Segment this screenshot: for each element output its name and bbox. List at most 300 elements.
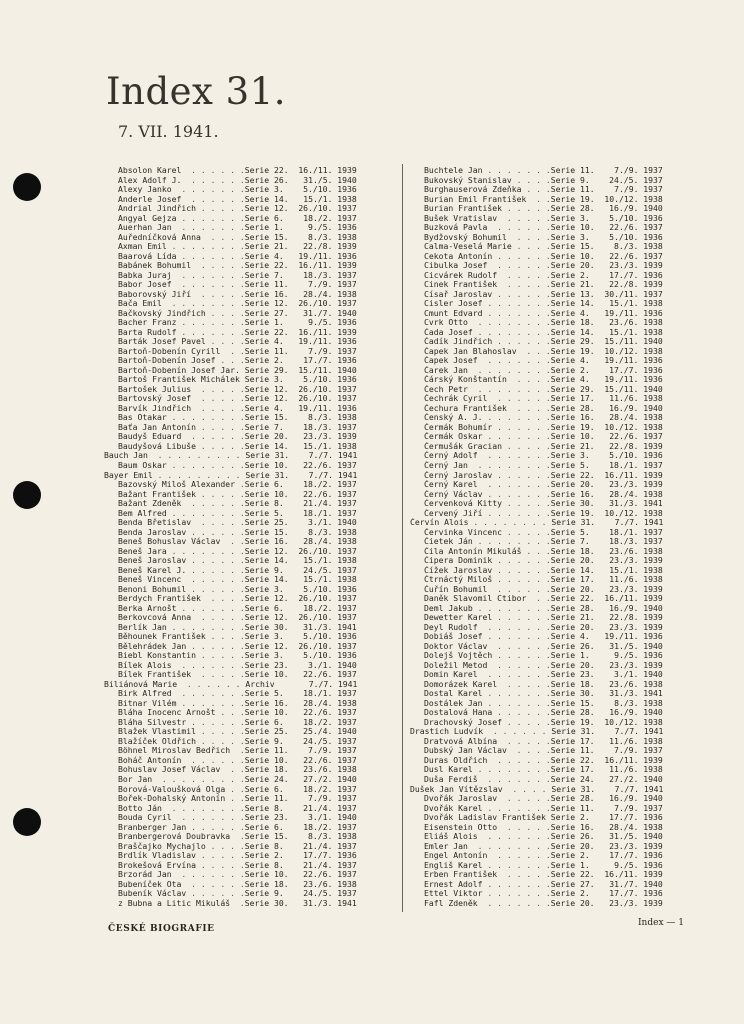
entry-name: Benda Jaroslav — [118, 527, 187, 537]
index-entry — [104, 252, 394, 262]
entry-date: 16./9. 1940 — [604, 794, 663, 804]
leader-dots: . . . . . . . — [171, 689, 245, 699]
index-entry — [104, 185, 394, 195]
entry-name: Andrial Jindřich — [118, 204, 196, 214]
entry-date: 26./10. 1937 — [298, 613, 357, 623]
entry-date: 18./2. 1937 — [298, 784, 357, 794]
entry-serie: Serie 1. — [244, 318, 284, 328]
leader-dots: . . . . . . . — [482, 698, 551, 708]
entry-serie: Serie 2. — [244, 851, 284, 861]
entry-date: 21./4. 1937 — [298, 499, 357, 509]
entry-serie: Serie 8. — [244, 803, 284, 813]
entry-serie: Serie 1. — [244, 223, 284, 233]
entry-date: 23./6. 1938 — [298, 879, 357, 889]
entry-name: Černý Jan — [424, 460, 468, 470]
leader-dots: . . . . . . — [492, 708, 551, 718]
entry-serie: Serie 4. — [550, 356, 590, 366]
entry-name: Duša Ferdiš — [424, 775, 478, 784]
entry-date: 3./1. 1940 — [298, 518, 357, 528]
entry-serie: Serie 31. — [245, 451, 290, 461]
index-entry — [104, 290, 394, 300]
entry-serie: Serie 9. — [244, 565, 284, 575]
index-entry — [410, 623, 700, 633]
entry-serie: Serie 9. — [244, 736, 284, 746]
index-entry — [104, 718, 394, 728]
leader-dots: . . . . . . . . — [166, 622, 245, 632]
entry-name: Černý Adolf — [424, 451, 478, 461]
index-entry — [410, 185, 700, 195]
index-entry — [410, 233, 700, 243]
index-entry — [104, 794, 394, 804]
entry-name: Barták Josef Pavel — [118, 337, 206, 347]
entry-serie: Serie 14. — [550, 299, 595, 309]
entry-name: Deyl Rudolf — [424, 622, 478, 632]
entry-name: Bělehrádek Jan — [118, 641, 187, 651]
entry-date: 18./3. 1937 — [298, 270, 357, 280]
entry-name: Domin Karel — [424, 670, 478, 680]
entry-date: 16./9. 1940 — [604, 403, 663, 413]
index-entry — [104, 528, 394, 538]
leader-dots: . . . . . . . — [482, 413, 551, 423]
leader-dots: . . . . . . . . . — [147, 451, 246, 461]
entry-name: Braščajko Mychajlo — [118, 841, 206, 851]
entry-date: 9./5. 1936 — [298, 318, 357, 328]
index-entry — [104, 499, 394, 509]
leader-dots: . . . . . . — [181, 432, 245, 442]
entry-serie: Serie 17. — [550, 394, 595, 404]
leader-dots: . . . . . . . — [482, 508, 551, 518]
entry-serie: Serie 22. — [244, 166, 289, 175]
leader-dots: . . . . . . — [181, 879, 245, 889]
entry-date: 28./4. 1938 — [298, 698, 357, 708]
leader-dots: . . . . . . — [487, 584, 551, 594]
leader-dots: . . . . . . . . . — [152, 470, 246, 480]
entry-date: 31./5. 1940 — [604, 641, 663, 651]
index-entry — [410, 347, 700, 357]
entry-name: Čtrnáctý Miloš — [424, 575, 493, 585]
entry-name: Babor Josef — [118, 280, 172, 290]
index-entry — [104, 689, 394, 699]
entry-date: 16./11. 1939 — [298, 261, 357, 271]
entry-date: 18./2. 1937 — [298, 480, 357, 490]
index-entry — [104, 804, 394, 814]
entry-serie: Serie 27. — [550, 879, 595, 889]
entry-serie: Serie 31. — [551, 518, 596, 528]
leader-dots: . . . . . . . — [477, 451, 551, 461]
entry-name: Burghauserová Zdeňka — [424, 185, 522, 195]
index-entry — [410, 413, 700, 423]
entry-name: Beneš Jaroslav — [118, 556, 187, 566]
leader-dots: . . . . . — [497, 213, 551, 223]
entry-name: Čapek Josef — [424, 356, 478, 366]
entry-name: Cmunt Edvard — [424, 308, 483, 318]
leader-dots: . . . . . . — [181, 575, 245, 585]
entry-name: Dvořák Ladislav František — [424, 813, 546, 823]
leader-dots: . . . . . . . — [171, 185, 245, 195]
leader-dots: . . . . — [200, 232, 245, 242]
entry-date: 8./3. 1938 — [604, 242, 663, 252]
entry-name: Ettel Viktor — [424, 889, 483, 899]
index-entry — [410, 214, 700, 224]
entry-serie: Serie 15. — [244, 527, 289, 537]
entry-serie: Serie 22. — [550, 870, 595, 880]
leader-dots: . . . . . . — [492, 422, 551, 432]
leader-dots: . . . . . — [195, 736, 245, 746]
entry-serie: Serie 18. — [244, 765, 289, 775]
entry-name: Čuřín Bohumil — [424, 584, 488, 594]
index-entry — [104, 480, 394, 490]
entry-name: Blažíček Oldřich — [118, 736, 196, 746]
entry-name: Ernest Adolf — [424, 879, 483, 889]
index-entry — [104, 775, 394, 785]
entry-date: 7./7. 1941 — [604, 784, 664, 794]
entry-serie: Serie 6. — [244, 717, 284, 727]
index-entry — [104, 347, 394, 357]
index-entry — [410, 490, 700, 500]
entry-serie: Serie 4. — [244, 403, 284, 413]
entry-date: 8./3. 1938 — [298, 527, 357, 537]
leader-dots: . . . . . . — [492, 613, 551, 623]
index-entry — [410, 375, 700, 385]
leader-dots: . . . . . . . . — [166, 413, 245, 423]
entry-serie: Serie 18. — [244, 879, 289, 889]
entry-serie: Serie 3. — [244, 375, 284, 385]
index-entry — [410, 404, 700, 414]
index-entry — [104, 214, 394, 224]
entry-serie: Serie 15. — [244, 413, 289, 423]
entry-date: 26./10. 1937 — [298, 394, 357, 404]
leader-dots: . . — [526, 594, 551, 604]
entry-date: 24./5. 1937 — [604, 175, 663, 185]
entry-name: Deml Jakub — [424, 603, 473, 613]
index-entry — [410, 889, 700, 899]
leader-dots: . . . . . — [191, 518, 245, 528]
index-entry — [104, 861, 394, 871]
entry-serie: Serie 4. — [244, 251, 284, 261]
entry-serie: Serie 12. — [244, 641, 289, 651]
entry-serie: Serie 22. — [550, 755, 595, 765]
entry-name: Barta Rudolf — [118, 327, 177, 337]
leader-dots: . . . . . . . — [482, 889, 551, 899]
index-entry — [104, 585, 394, 595]
entry-name: Benda Břetislav — [118, 518, 192, 528]
entry-date: 18./2. 1937 — [298, 717, 357, 727]
entry-name: Barvík Jindřich — [118, 403, 192, 413]
leader-dots: . . . . . . . . — [467, 384, 551, 394]
entry-serie: Serie 3. — [550, 451, 590, 461]
entry-date: 11./6. 1938 — [604, 736, 663, 746]
leader-dots: . . . . . — [497, 270, 551, 280]
entry-name: Čenský A. J. — [424, 413, 483, 423]
entry-date: 28./4. 1938 — [298, 289, 357, 299]
leader-dots: . . . . . . . . — [166, 508, 245, 518]
entry-serie: Serie 16. — [550, 489, 595, 499]
index-entry — [104, 746, 394, 756]
index-entry — [410, 242, 700, 252]
entry-date: 15./11. 1940 — [604, 337, 663, 347]
index-entry — [104, 642, 394, 652]
entry-serie: Serie 11. — [550, 166, 595, 175]
entry-date: 5./10. 1936 — [298, 375, 357, 385]
entry-name: Čermák Bohumír — [424, 422, 493, 432]
entry-name: Drachovský Josef — [424, 717, 502, 727]
entry-date: 15./11. 1940 — [604, 384, 663, 394]
index-entry — [410, 746, 700, 756]
leader-dots: . . . . . — [501, 527, 551, 537]
entry-name: Babka Juraj — [118, 270, 172, 280]
entry-name: Cekota Antonín — [424, 251, 493, 261]
entry-name: Baborovský Jiří — [118, 289, 192, 299]
entry-date: 17./7. 1936 — [604, 851, 663, 861]
entry-serie: Serie 10. — [244, 708, 289, 718]
leader-dots: . . . . . — [195, 489, 245, 499]
entry-serie: Serie 20. — [550, 584, 595, 594]
entry-serie: Serie 6. — [244, 822, 284, 832]
entry-name: Čapek Jan Blahoslav — [424, 346, 517, 356]
index-entry — [410, 804, 700, 814]
entry-date: 15./1. 1938 — [298, 441, 357, 451]
entry-date: 16./11. 1939 — [604, 470, 663, 480]
entry-name: Berdych František — [118, 594, 201, 604]
leader-dots: . . — [225, 784, 245, 794]
entry-date: 30./11. 1937 — [604, 289, 663, 299]
leader-dots: . . . . . . . — [482, 803, 551, 813]
entry-serie: Serie 2. — [550, 270, 590, 280]
entry-name: Buchtele Jan — [424, 166, 483, 175]
index-entry — [410, 195, 700, 205]
index-entry — [410, 585, 700, 595]
entry-date: 26./10. 1937 — [298, 384, 357, 394]
leader-dots: . . . . . . — [487, 223, 551, 233]
entry-name: Bazovský Miloš Alexander — [118, 480, 235, 490]
entry-name: Dusl Karel — [424, 765, 473, 775]
leader-dots: . . . . . . . . — [472, 327, 551, 337]
entry-name: Čermušák Gracian — [424, 441, 502, 451]
index-entry — [410, 842, 700, 852]
entry-name: Černý Václav — [424, 489, 483, 499]
entry-date: 17./7. 1936 — [604, 270, 663, 280]
entry-serie: Serie 3. — [244, 632, 284, 642]
entry-name: Cvrk Otto — [424, 318, 468, 328]
index-entry — [410, 651, 700, 661]
entry-serie: Serie 10. — [550, 223, 595, 233]
entry-serie: Serie 5. — [244, 689, 284, 699]
entry-date: 11./6. 1938 — [604, 575, 663, 585]
entry-name: Čarek Jan — [424, 365, 468, 375]
index-entry — [410, 518, 700, 528]
leader-dots: . . . . . — [497, 794, 551, 804]
entry-name: Čadík Jindřich — [424, 337, 493, 347]
index-entry — [104, 842, 394, 852]
page-title: Index 31. — [106, 70, 286, 113]
entry-date: 10./12. 1938 — [604, 422, 663, 432]
entry-serie: Serie 5. — [244, 508, 284, 518]
entry-date: 22./6. 1937 — [604, 251, 663, 261]
index-entry — [104, 556, 394, 566]
entry-serie: Archiv — [245, 679, 275, 689]
entry-serie: Serie 3. — [244, 584, 284, 594]
index-entry — [104, 356, 394, 366]
leader-dots: . . . — [215, 356, 245, 366]
entry-serie: Serie 3. — [550, 232, 590, 242]
leader-dots: . . . . . . . . — [467, 460, 551, 470]
entry-date: 18./3. 1937 — [298, 422, 357, 432]
entry-serie: Serie 28. — [550, 794, 595, 804]
entry-name: Bílek František — [118, 670, 192, 680]
leader-dots: . . . . — [205, 632, 245, 642]
index-entry — [104, 613, 394, 623]
index-entry — [410, 480, 700, 490]
entry-name: Alex Adolf J. — [118, 175, 182, 185]
column-divider — [402, 164, 403, 912]
entry-serie: Serie 20. — [550, 480, 595, 490]
entry-date: 7./9. 1937 — [298, 746, 357, 756]
entry-name: Alexy Janko — [118, 185, 172, 195]
entry-serie: Serie 25. — [244, 518, 289, 528]
index-entry — [410, 575, 700, 585]
entry-name: Emler Jan — [424, 841, 468, 851]
entry-name: Bartošek Julius — [118, 384, 192, 394]
entry-name: Bača Emil — [118, 299, 162, 309]
entry-date: 9./5. 1936 — [604, 651, 663, 661]
entry-serie: Serie 11. — [550, 803, 595, 813]
entry-serie: Serie 12. — [244, 594, 289, 604]
leader-dots: . . . . . — [195, 422, 245, 432]
leader-dots: . . . . . — [195, 651, 245, 661]
leader-dots: . . . . . — [501, 717, 551, 727]
entry-name: Čipera Dominik — [424, 556, 493, 566]
entry-name: Bořek-Dohalský Antonín — [118, 794, 226, 804]
leader-dots: . . . . . . — [181, 755, 245, 765]
index-entry — [104, 823, 394, 833]
entry-date: 3./1. 1940 — [604, 670, 663, 680]
entry-name: Duras Oldřich — [424, 755, 488, 765]
entry-date: 22./8. 1939 — [604, 280, 663, 290]
entry-name: Anderle Josef — [118, 194, 182, 204]
entry-date: 15./1. 1938 — [604, 565, 663, 575]
entry-date: 8./3. 1938 — [298, 413, 357, 423]
entry-name: Čechrák Cyril — [424, 394, 488, 404]
leader-dots: . . . . . . . . — [161, 803, 245, 813]
entry-date: 31./5. 1940 — [298, 175, 357, 185]
entry-name: Boháč Antonín — [118, 755, 182, 765]
leader-dots: . . . . . . . — [477, 898, 551, 908]
leader-dots: . . . . . . . . — [472, 765, 551, 775]
leader-dots: . . . . . . — [487, 394, 551, 404]
entry-date: 24./5. 1937 — [298, 736, 357, 746]
entry-date: 8./3. 1938 — [298, 232, 357, 242]
entry-name: Babánek Bohumil — [118, 261, 192, 271]
index-entry — [410, 223, 700, 233]
index-column-right — [410, 166, 700, 908]
leader-dots: . . . . . . — [177, 679, 246, 689]
entry-name: Dubský Jan Václav — [424, 746, 507, 756]
entry-name: Biebl Konstantin — [118, 651, 196, 661]
leader-dots: . . — [225, 794, 245, 804]
entry-date: 7./9. 1937 — [604, 746, 663, 756]
entry-serie: Serie 16. — [244, 289, 289, 299]
entry-serie: Serie 14. — [244, 556, 289, 566]
entry-serie: Serie 26. — [550, 641, 595, 651]
index-entry — [410, 689, 700, 699]
index-entry — [104, 404, 394, 414]
entry-name: Bartoš František Michálek — [118, 375, 240, 385]
entry-date: 16./11. 1939 — [604, 594, 663, 604]
leader-dots: . . — [220, 765, 245, 775]
entry-name: Čietek Ján — [424, 537, 473, 547]
entry-date: 7./9. 1937 — [604, 185, 663, 195]
entry-serie: Serie 28. — [550, 403, 595, 413]
entry-name: Dewetter Karel — [424, 613, 493, 623]
entry-serie: Serie 9. — [244, 889, 284, 899]
entry-date: 31./7. 1940 — [298, 308, 357, 318]
entry-serie: Serie 20. — [550, 898, 595, 908]
leader-dots: . . . — [215, 708, 245, 718]
index-entry — [410, 785, 700, 795]
entry-name: Doktor Václav — [424, 641, 488, 651]
entry-date: 5./10. 1936 — [298, 584, 357, 594]
entry-date: 7./7. 1941 — [604, 518, 664, 528]
entry-name: Bláha Silvestr — [118, 717, 187, 727]
leader-dots: . . . . . . . . — [472, 603, 551, 613]
leader-dots: . . . . — [506, 375, 551, 385]
entry-serie: Serie 26. — [550, 832, 595, 842]
entry-serie: Serie 17. — [550, 575, 595, 585]
index-entry — [104, 451, 394, 461]
index-entry — [410, 537, 700, 547]
entry-serie: Serie 2. — [550, 851, 590, 861]
entry-date: 5./10. 1936 — [604, 451, 663, 461]
index-entry — [104, 870, 394, 880]
entry-serie: Serie 16. — [550, 413, 595, 423]
leader-dots: . . . . . — [191, 394, 245, 404]
leader-dots: . . . . . — [191, 403, 245, 413]
entry-name: Axman Emil — [118, 242, 167, 252]
entry-date: 28./4. 1938 — [604, 489, 663, 499]
leader-dots: . . . . . . . — [482, 879, 551, 889]
entry-serie: Serie 7. — [244, 270, 284, 280]
entry-name: Engliš Karel — [424, 860, 483, 870]
leader-dots: . . . . . . — [181, 175, 245, 185]
entry-date: 19./11. 1936 — [604, 356, 663, 366]
leader-dots: . . . . . . . . — [467, 841, 551, 851]
entry-date: 16./11. 1939 — [604, 755, 663, 765]
leader-dots: . — [234, 480, 245, 490]
entry-name: Čížek Jaroslav — [424, 565, 493, 575]
index-entry — [410, 823, 700, 833]
index-entry — [104, 328, 394, 338]
entry-name: Čech Petr — [424, 384, 468, 394]
index-entry — [104, 537, 394, 547]
index-entry — [104, 785, 394, 795]
entry-name: Bor Jan — [118, 775, 153, 784]
index-entry — [410, 442, 700, 452]
leader-dots: . . . . — [205, 337, 245, 347]
leader-dots: . . . — [521, 546, 551, 556]
leader-dots: . . . . . — [195, 727, 245, 737]
entry-serie: Serie 20. — [550, 841, 595, 851]
entry-date: 22./8. 1939 — [604, 613, 663, 623]
entry-date: 28./4. 1938 — [604, 413, 663, 423]
entry-date: 16./11. 1939 — [604, 870, 663, 880]
index-entry — [104, 309, 394, 319]
leader-dots: . . . . . . . — [477, 832, 551, 842]
leader-dots: . . . — [516, 346, 551, 356]
leader-dots: . . . . . . . — [176, 251, 245, 261]
index-entry — [410, 176, 700, 186]
entry-name: Baudyšová Libuše — [118, 441, 196, 451]
entry-serie: Serie 20. — [550, 556, 595, 566]
